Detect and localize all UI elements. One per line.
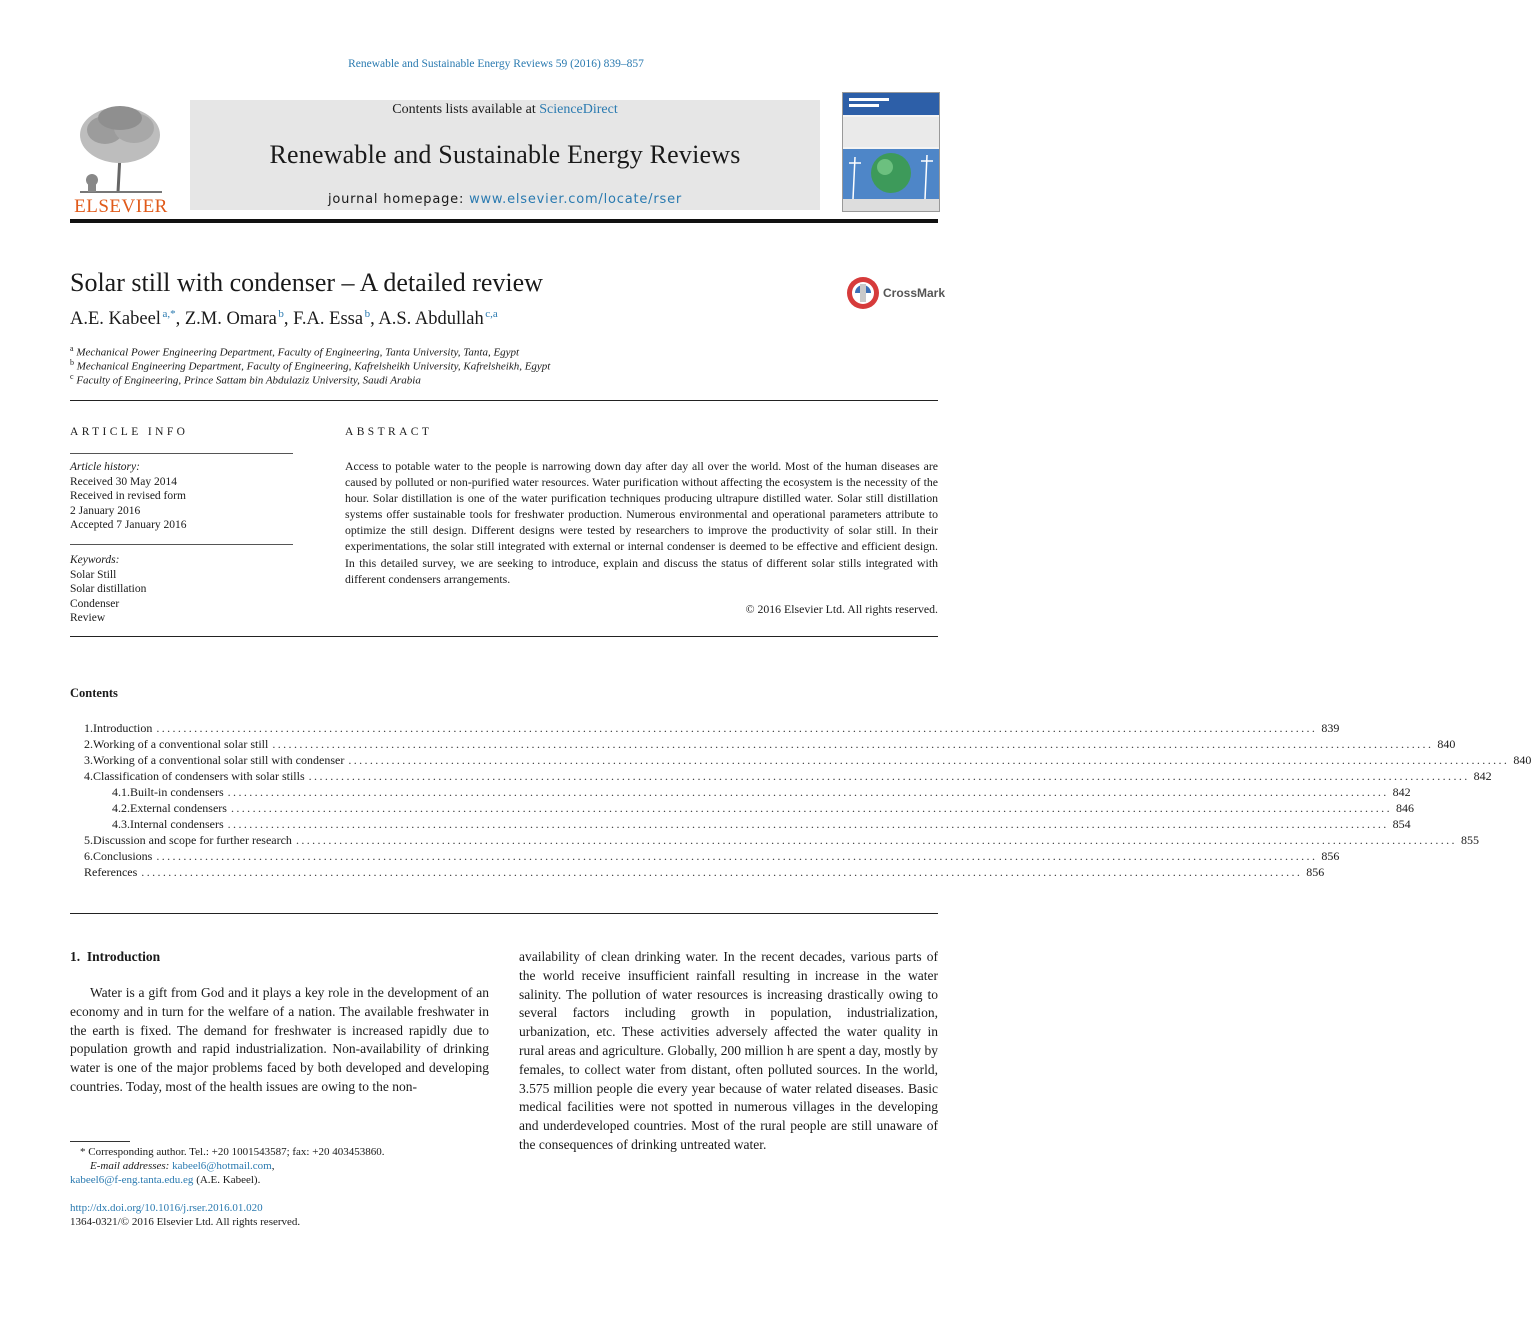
crossmark-icon	[846, 276, 880, 310]
crossmark-label: CrossMark	[883, 286, 946, 300]
affiliation: $^b$ Mechanical Engineering Department, Faculty of Engineering, Kafrelsheikh University, Kafrelsheikh, Egypt	[70, 358, 551, 373]
journal-homepage: journal homepage: www.elsevier.com/locate/rser	[327, 192, 683, 207]
doi-link[interactable]: http://dx.doi.org/10.1016/j.rser.2016.01.020	[70, 1202, 263, 1214]
toc-entry[interactable]: 1. Introduction ....................................................................................................................................................................................................................... 839	[84, 721, 1340, 735]
publisher-name: ELSEVIER	[74, 196, 168, 217]
keyword: Solar Still	[70, 568, 117, 581]
email-link[interactable]: kabeel6@f-eng.tanta.edu.eg	[70, 1174, 194, 1186]
history-item: Received 30 May 2014	[70, 475, 177, 488]
email-link[interactable]: kabeel6@hotmail.com	[172, 1160, 272, 1172]
history-label: Article history:	[70, 461, 140, 473]
history-item: Received in revised form	[70, 490, 186, 502]
toc-entry[interactable]: 4.3. Internal condensers ....................................................................................................................................................................................................................... 854	[112, 817, 1411, 831]
divider	[70, 400, 938, 401]
sciencedirect-link[interactable]: ScienceDirect	[539, 102, 618, 117]
toc-entry[interactable]: References ....................................................................................................................................................................................................................... 856	[84, 865, 1325, 879]
history-item: 2 January 2016	[70, 504, 141, 517]
toc-entry[interactable]: 4. Classification of condensers with solar stills ....................................................................................................................................................................................................................... 842	[84, 769, 1492, 783]
toc-entry[interactable]: 6. Conclusions ....................................................................................................................................................................................................................... 856	[84, 849, 1340, 863]
keywords	[70, 553, 146, 626]
homepage-link[interactable]: www.elsevier.com/locate/rser	[469, 192, 683, 207]
divider	[70, 913, 938, 914]
intro-left-column: Water is a gift from God and it plays a key role in the development of an economy and in turn for the welfare of a nation. The available freshwater in the earth is fixed. The demand for freshwater is increased rapidly due to population growth and rapid industrialization. Non-availability of drinking water is one of the major problems faced by both developed and developing countries. Today, most of the health issues are owing to the non-	[70, 985, 489, 1094]
cover-image-icon	[843, 93, 939, 211]
section-heading: 1. Introduction	[70, 949, 161, 964]
affiliation: $^a$ Mechanical Power Engineering Department, Faculty of Engineering, Tanta University, Tanta, Egypt	[70, 344, 520, 359]
toc-entry[interactable]: 3. Working of a conventional solar still with condenser ....................................................................................................................................................................................................................... 840	[84, 753, 1531, 767]
keywords-label: Keywords:	[70, 554, 120, 566]
elsevier-logo	[70, 100, 172, 217]
author[interactable]: Z.M. Omara $^b$,	[184, 308, 294, 330]
abstract-heading: ABSTRACT	[345, 426, 433, 438]
article-title: Solar still with condenser – A detailed review	[70, 268, 543, 297]
divider	[70, 453, 293, 454]
toc-entry[interactable]: 5. Discussion and scope for further research ....................................................................................................................................................................................................................... 855	[84, 833, 1479, 847]
keyword: Condenser	[70, 597, 120, 610]
email-addresses: E-mail addresses: kabeel6@hotmail.com,	[90, 1160, 275, 1172]
author[interactable]: A.E. Kabeel $^{a,*}$,	[70, 308, 185, 330]
keyword: Solar distillation	[70, 583, 147, 595]
crossmark-badge[interactable]	[846, 276, 945, 310]
abstract-text: Access to potable water to the people is narrowing down day after day all over the world. Most of the human diseases are caused by polluted or non-purified water resources. Water purification without affecting the ecosystem is the necessity of the hour. Solar distillation is one of the water purification techniques producing ultrapure distilled water. Solar still distillation systems offer sustainable tools for freshwater production. Numerous environmental and operational parameters attribute to optimize the still design. Different designs were tested by researchers to improve the productivity of solar still. In their experimentations, the solar still integrated with external or internal condenser is deemed to be effective and efficient design. In this detailed survey, we are seeking to introduce, explain and discuss the status of different solar stills integrated with different condensers arrangements.	[345, 459, 938, 586]
author[interactable]: A.S. Abdullah $^{c,a}$	[378, 308, 498, 330]
contents-availability: Contents lists available at ScienceDirect	[392, 102, 618, 117]
history-item: Accepted 7 January 2016	[70, 519, 187, 531]
article-history	[70, 460, 187, 533]
journal-title: Renewable and Sustainable Energy Reviews	[269, 140, 741, 169]
issn-copyright: 1364-0321/© 2016 Elsevier Ltd. All rights reserved.	[70, 1216, 301, 1228]
divider	[70, 636, 938, 637]
email-addresses-cont: kabeel6@f-eng.tanta.edu.eg (A.E. Kabeel).	[70, 1174, 261, 1186]
abstract-copyright: © 2016 Elsevier Ltd. All rights reserved.	[745, 602, 938, 616]
table-of-contents	[84, 721, 1531, 881]
journal-cover-thumbnail[interactable]	[842, 92, 940, 212]
journal-reference[interactable]: Renewable and Sustainable Energy Reviews 59 (2016) 839–857	[348, 58, 644, 70]
elsevier-tree-icon	[70, 100, 172, 195]
keyword: Review	[70, 612, 106, 624]
footnote-rule	[70, 1141, 130, 1142]
affiliation: $^c$ Faculty of Engineering, Prince Sattam bin Abdulaziz University, Saudi Arabia	[70, 372, 421, 387]
corresponding-author-note: * Corresponding author. Tel.: +20 1001543587; fax: +20 403453860.	[80, 1146, 385, 1158]
header-rule	[70, 219, 938, 223]
toc-entry[interactable]: 2. Working of a conventional solar still ....................................................................................................................................................................................................................... 840	[84, 737, 1456, 751]
intro-right-column: availability of clean drinking water. In the recent decades, various parts of the world receive insufficient rainfall resulting in increase in the water salinity. The pollution of water resources is increasing drastically owing to several factors including growth in population, industrialization, urbanization, etc. These activities adversely affected the water quality in rural areas and agriculture. Globally, 200 million h are spent a day, mostly by females, to collect water from distant, often polluted sources. In the world, 3.575 million people die every year because of water related diseases. Basic medical facilities were not spotted in numerous villages in the developing and underdeveloped countries. Most of the rural people are still unaware of the consequences of drinking untreated water.	[519, 949, 938, 1152]
author-list	[70, 308, 498, 330]
journal-banner	[190, 100, 820, 210]
toc-entry[interactable]: 4.2. External condensers ....................................................................................................................................................................................................................... 846	[112, 801, 1414, 815]
toc-entry[interactable]: 4.1. Built-in condensers ....................................................................................................................................................................................................................... 842	[112, 785, 1411, 799]
contents-heading: Contents	[70, 686, 118, 700]
divider	[70, 544, 293, 545]
article-info-heading: ARTICLE INFO	[70, 426, 189, 438]
author[interactable]: F.A. Essa $^b$,	[293, 308, 379, 330]
